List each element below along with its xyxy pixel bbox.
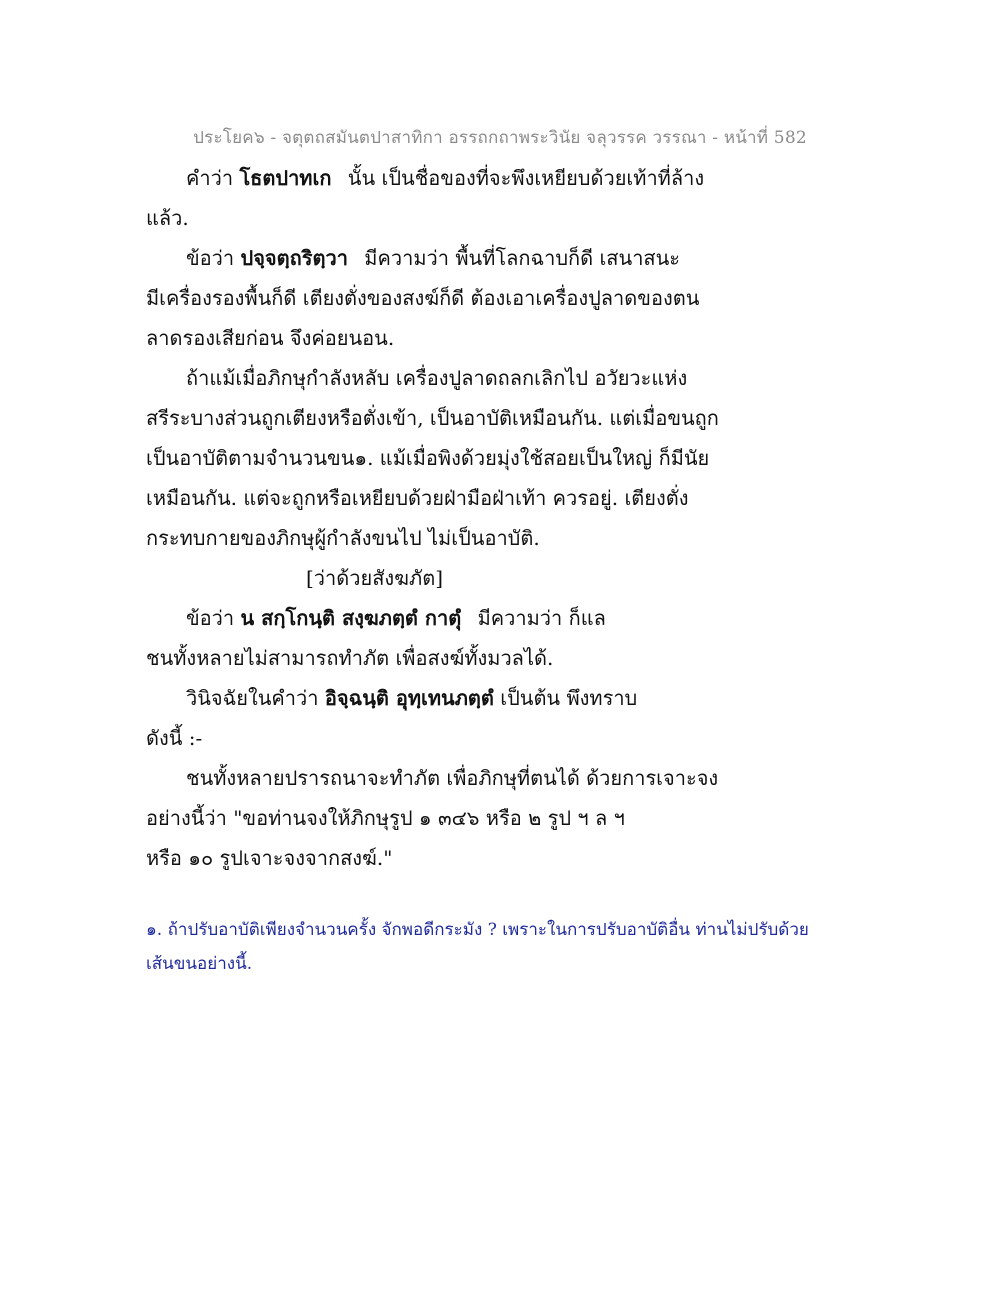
text-line: อย่างนี้ว่า "ขอท่านจงให้ภิกษุรูป ๑ ๓๔๖ หรือ ๒ รูป ฯ ล ฯ: [146, 806, 625, 830]
main-text: [146, 158, 846, 878]
text-line: คำว่า โธตปาทเก นั้น เป็นชื่อของที่จะพึงเหยียบด้วยเท้าที่ล้าง: [186, 166, 705, 190]
pali-term: ปจฺจตฺถริตฺวา: [240, 246, 348, 270]
pali-term: โธตปาทเก: [239, 166, 332, 190]
section-heading: [ว่าด้วยสังฆภัต]: [306, 566, 443, 590]
pali-term: น สกฺโกนฺติ สงฺฆภตฺตํ กาตุํ: [240, 606, 462, 630]
text-line: ชนทั้งหลายไม่สามารถทำภัต เพื่อสงฆ์ทั้งมวลได้.: [146, 646, 554, 670]
footnote: [146, 913, 846, 981]
text-line: เหมือนกัน. แต่จะถูกหรือเหยียบด้วยฝ่ามือฝ่าเท้า ควรอยู่. เตียงตั่ง: [146, 486, 689, 510]
text-line: แล้ว.: [146, 206, 189, 230]
text-line: ข้อว่า ปจฺจตฺถริตฺวา มีความว่า พื้นที่โลกฉาบก็ดี เสนาสนะ: [186, 246, 681, 270]
text-line: ลาดรองเสียก่อน จึงค่อยนอน.: [146, 326, 395, 350]
text-line: วินิจฉัยในคำว่า อิจฺฉนฺติ อุทฺเทนภตฺตํ เป็นต้น พึงทราบ: [186, 686, 638, 710]
footnote-line: ๑. ถ้าปรับอาบัติเพียงจำนวนครั้ง จักพอดีกระมัง ? เพราะในการปรับอาบัติอื่น ท่านไม่ปรับด้วย: [146, 920, 809, 940]
text-line: ถ้าแม้เมื่อภิกษุกำลังหลับ เครื่องปูลาดถลกเลิกไป อวัยวะแห่ง: [186, 366, 688, 390]
text-line: ดังนี้ :-: [146, 726, 203, 750]
page-header: ประโยค๖ - จตุตถสมันตปาสาทิกา อรรถกถาพระวินัย จลุวรรค วรรณา - หน้าที่ 582: [193, 128, 807, 148]
pali-term: อิจฺฉนฺติ อุทฺเทนภตฺตํ: [324, 686, 494, 710]
text-line: เป็นอาบัติตามจำนวนขน๑. แม้เมื่อพิงด้วยมุ่งใช้สอยเป็นใหญ่ ก็มีนัย: [146, 446, 710, 470]
text-line: มีเครื่องรองพื้นก็ดี เตียงตั่งของสงฆ์ก็ดี ต้องเอาเครื่องปูลาดของตน: [146, 286, 700, 310]
text-line: กระทบกายของภิกษุผู้กำลังขนไป ไม่เป็นอาบัติ.: [146, 526, 540, 550]
text-line: หรือ ๑๐ รูปเจาะจงจากสงฆ์.": [146, 846, 393, 870]
footnote-line: เส้นขนอย่างนี้.: [146, 954, 253, 974]
text-line: สรีระบางส่วนถูกเตียงหรือตั่งเข้า, เป็นอาบัติเหมือนกัน. แต่เมื่อขนถูก: [146, 406, 719, 430]
text-line: ชนทั้งหลายปรารถนาจะทำภัต เพื่อภิกษุที่ตนได้ ด้วยการเจาะจง: [186, 766, 719, 790]
text-line: ข้อว่า น สกฺโกนฺติ สงฺฆภตฺตํ กาตุํ มีความว่า ก็แล: [186, 606, 606, 630]
